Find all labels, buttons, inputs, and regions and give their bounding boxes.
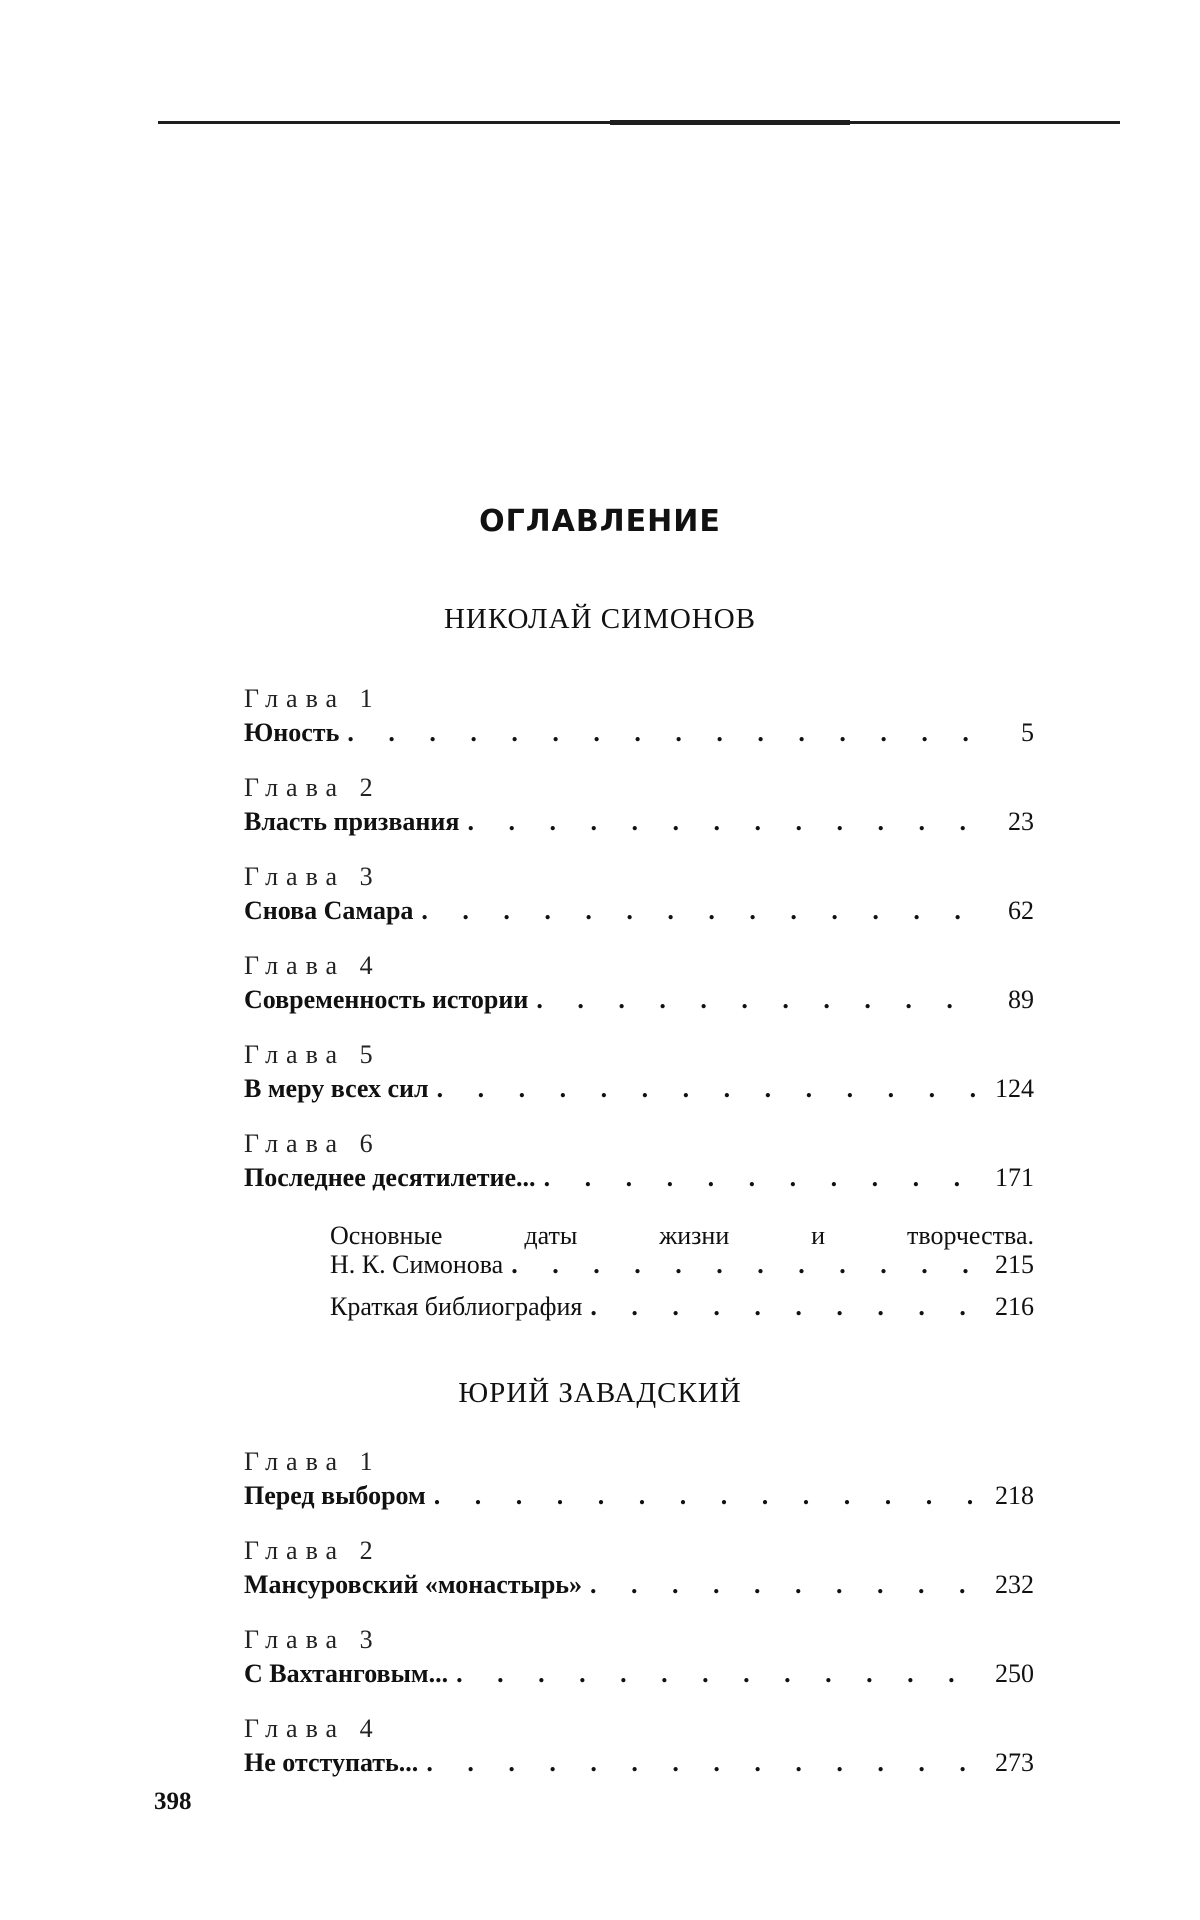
entry-title: Власть призвания: [244, 807, 460, 836]
entry-title: Н. К. Симонова: [330, 1250, 504, 1279]
section-title-simonov: НИКОЛАЙ СИМОНОВ: [443, 603, 757, 635]
entry-page: 62: [1008, 896, 1034, 925]
toc-entry[interactable]: [244, 1074, 1034, 1106]
top-rule-accent: [610, 120, 850, 125]
toc-title: ОГЛАВЛЕНИЕ: [479, 504, 721, 539]
dot-leader: [426, 1748, 984, 1778]
entry-page: 215: [995, 1250, 1034, 1279]
toc-entry[interactable]: [244, 807, 1034, 839]
chapter-label: Глава 1: [244, 684, 381, 713]
entry-page: 218: [995, 1481, 1034, 1510]
toc-entry[interactable]: [244, 985, 1034, 1017]
toc-entry[interactable]: [244, 1570, 1034, 1602]
chapter-label: Глава 3: [244, 1625, 381, 1654]
entry-title: Мансуровский «монастырь»: [244, 1570, 583, 1599]
toc-entry[interactable]: [244, 1481, 1034, 1513]
page-number: 398: [154, 1788, 192, 1815]
section-title-zavadsky: ЮРИЙ ЗАВАДСКИЙ: [458, 1377, 742, 1409]
toc-entry[interactable]: [244, 1748, 1034, 1780]
entry-page: 23: [1008, 807, 1034, 836]
entry-page: 89: [1008, 985, 1034, 1014]
toc-entry[interactable]: [244, 718, 1034, 750]
entry-title: В меру всех сил: [244, 1074, 429, 1103]
entry-page: 171: [995, 1163, 1034, 1192]
dot-leader: [347, 718, 984, 748]
entry-page: 273: [995, 1748, 1034, 1777]
entry-page: 124: [995, 1074, 1034, 1103]
dot-leader: [437, 1074, 984, 1104]
dot-leader: [467, 807, 984, 837]
appendix-line: Основные даты жизни и творчества.: [330, 1221, 1034, 1250]
dot-leader: [536, 985, 984, 1015]
toc-entry[interactable]: [244, 896, 1034, 928]
chapter-label: Глава 3: [244, 862, 381, 891]
entry-page: 5: [1021, 718, 1034, 747]
chapter-label: Глава 6: [244, 1129, 381, 1158]
chapter-label: Глава 5: [244, 1040, 381, 1069]
toc-entry-appendix[interactable]: [330, 1250, 1034, 1282]
entry-page: 250: [995, 1659, 1034, 1688]
dot-leader: [544, 1163, 984, 1193]
entry-title: Не отступать...: [244, 1748, 419, 1777]
chapter-label: Глава 2: [244, 773, 381, 802]
chapter-label: Глава 2: [244, 1536, 381, 1565]
entry-title: Современность истории: [244, 985, 529, 1014]
dot-leader: [590, 1570, 984, 1600]
entry-title: Последнее десятилетие...: [244, 1163, 536, 1192]
entry-title: Юность: [244, 718, 340, 747]
dot-leader: [421, 896, 984, 926]
dot-leader: [590, 1292, 984, 1322]
chapter-label: Глава 4: [244, 951, 381, 980]
dot-leader: [511, 1250, 984, 1280]
entry-title: Перед выбором: [244, 1481, 426, 1510]
entry-title: Снова Самара: [244, 896, 414, 925]
chapter-label: Глава 1: [244, 1447, 381, 1476]
entry-title: Краткая библиография: [330, 1292, 583, 1321]
dot-leader: [434, 1481, 984, 1511]
toc-entry[interactable]: [244, 1163, 1034, 1195]
dot-leader: [456, 1659, 984, 1689]
toc-entry-appendix[interactable]: [330, 1292, 1034, 1324]
entry-page: 216: [995, 1292, 1034, 1321]
chapter-label: Глава 4: [244, 1714, 381, 1743]
entry-title: С Вахтанговым...: [244, 1659, 449, 1688]
entry-page: 232: [995, 1570, 1034, 1599]
toc-entry[interactable]: [244, 1659, 1034, 1691]
